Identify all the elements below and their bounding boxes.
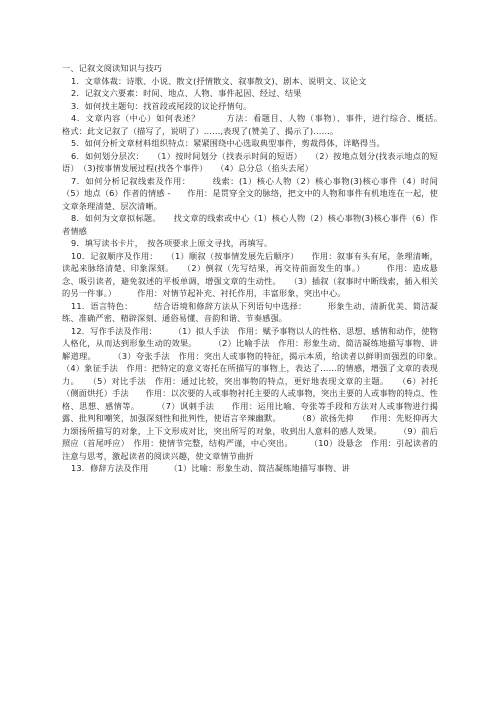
paragraph-2: 2．记叙文六要素：时间、地点、人物、事件起因、经过、结果 bbox=[71, 88, 302, 98]
paragraph-9: 9．填写读书卡片， 按各项要求上原文寻找，再填写。 bbox=[71, 238, 273, 248]
paragraph-13: 13．修辞方法及作用 （1）比喻：形象生动、简洁凝练地描写事物、讲 bbox=[71, 463, 350, 473]
paragraph-11: 11．语言特色： 结合语境和修辞方法从下列语句中选择： 形象生动、清新优美、简洁凝练、准确严密、精辟深刻、通俗易懂、音韵和谐、节奏感强。 bbox=[62, 300, 438, 323]
paragraph-8: 8．如何为文章拟标题。 找文章的线索或中心（1）核心人物（2）核心事物(3)核心事件（6）作者情感 bbox=[62, 213, 438, 236]
paragraph-7: 7．如何分析记叙线索及作用： 线索：(1）核心人物（2）核心事物(3)核心事件（4）时间（5）地点（6）作者的情感 - 作用：是贯穿全文的脉络，把文中的人物和事件有机地连在一起，使文章条理清楚、层次清晰。 bbox=[62, 175, 438, 211]
paragraph-3: 3．如何找主题句：找首段或尾段的议论抒情句。 bbox=[71, 100, 252, 111]
paragraph-1: 1．文章体裁：诗歌、小说、散文(抒情散文、叙事散文)、剧本、说明文、议论文 bbox=[71, 75, 367, 86]
section-title: 一、记叙文阅读知识与技巧 bbox=[62, 63, 163, 73]
paragraph-5: 5．如何分析文章材料组织特点：紧紧围绕中心选取典型事件，剪裁得体，详略得当。 bbox=[71, 138, 385, 148]
document-page bbox=[62, 62, 464, 475]
paragraph-10: 10．记叙顺序及作用： （1）顺叙（按事情发展先后顺序） 作用：叙事有头有尾，条理清晰，读起来脉络清楚、印象深刻。 （2）倒叙（先写结果，再交待前面发生的事。） 作用：造成悬念、吸引读者，避免叙述的平板单调，增强文章的生动性。 （3）插叙（叙事时中断线索，插入相关的另一件事。） 作用：对情节起补充、衬托作用，丰富形象，突出中心。 bbox=[62, 250, 438, 298]
paragraph-6: 6．如何划分层次： （1）按时间划分（找表示时间的短语） （2）按地点划分(找表示地点的短语） （3)按事情发展过程(找各个事件） （4）总分总（掐头去尾） bbox=[62, 150, 438, 173]
paragraph-4: 4．文章内容（中心）如何表述？ 方法：看题目、人物（事物）、事件，进行综合、概括。 格式：此文记叙了（描写了，说明了）……,表现了(赞美了、揭示了)……。 bbox=[62, 113, 464, 136]
paragraph-12: 12．写作手法及作用： （1）拟人手法 作用：赋予事物以人的性格、思想、感情和动作，使物人格化，从而达到形象生动的效果。 （2）比喻手法 作用：形象生动、简洁凝练地描写事物、讲解道理。 （3）夸张手法 作用：突出人或事物的特征，揭示本质，给读者以鲜明而强烈的印象。 （4）象征手法 作用：把特定的意义寄托在所描写的事物上，表达了……的情感，增强了文章的表现力。 （5）对比手法 作用：通过比较，突出事物的特点，更好地表现文章的主题。 （6）衬托（侧面烘托）手法 作用：以次要的人或事物衬托主要的人或事物，突出主要的人或事物的特点、性格、思想、感情等。 （7）讽刺手法 作用：运用比喻、夸张等手段和方法对人或事物进行揭露、批判和嘲笑，加强深刻性和批判性，使语言辛辣幽默。 （8）欲扬先抑 作用：先贬抑再大力颂扬所描写的对象，上下文形成对比，突出所写的对象，收到出人意料的感人效果。 （9）前后照应（首尾呼应） 作用：使情节完整，结构严谨，中心突出。 （10）设悬念 作用：引起读者的注意与思考，激起读者的阅读兴趣，使文章情节曲折 bbox=[62, 325, 455, 461]
